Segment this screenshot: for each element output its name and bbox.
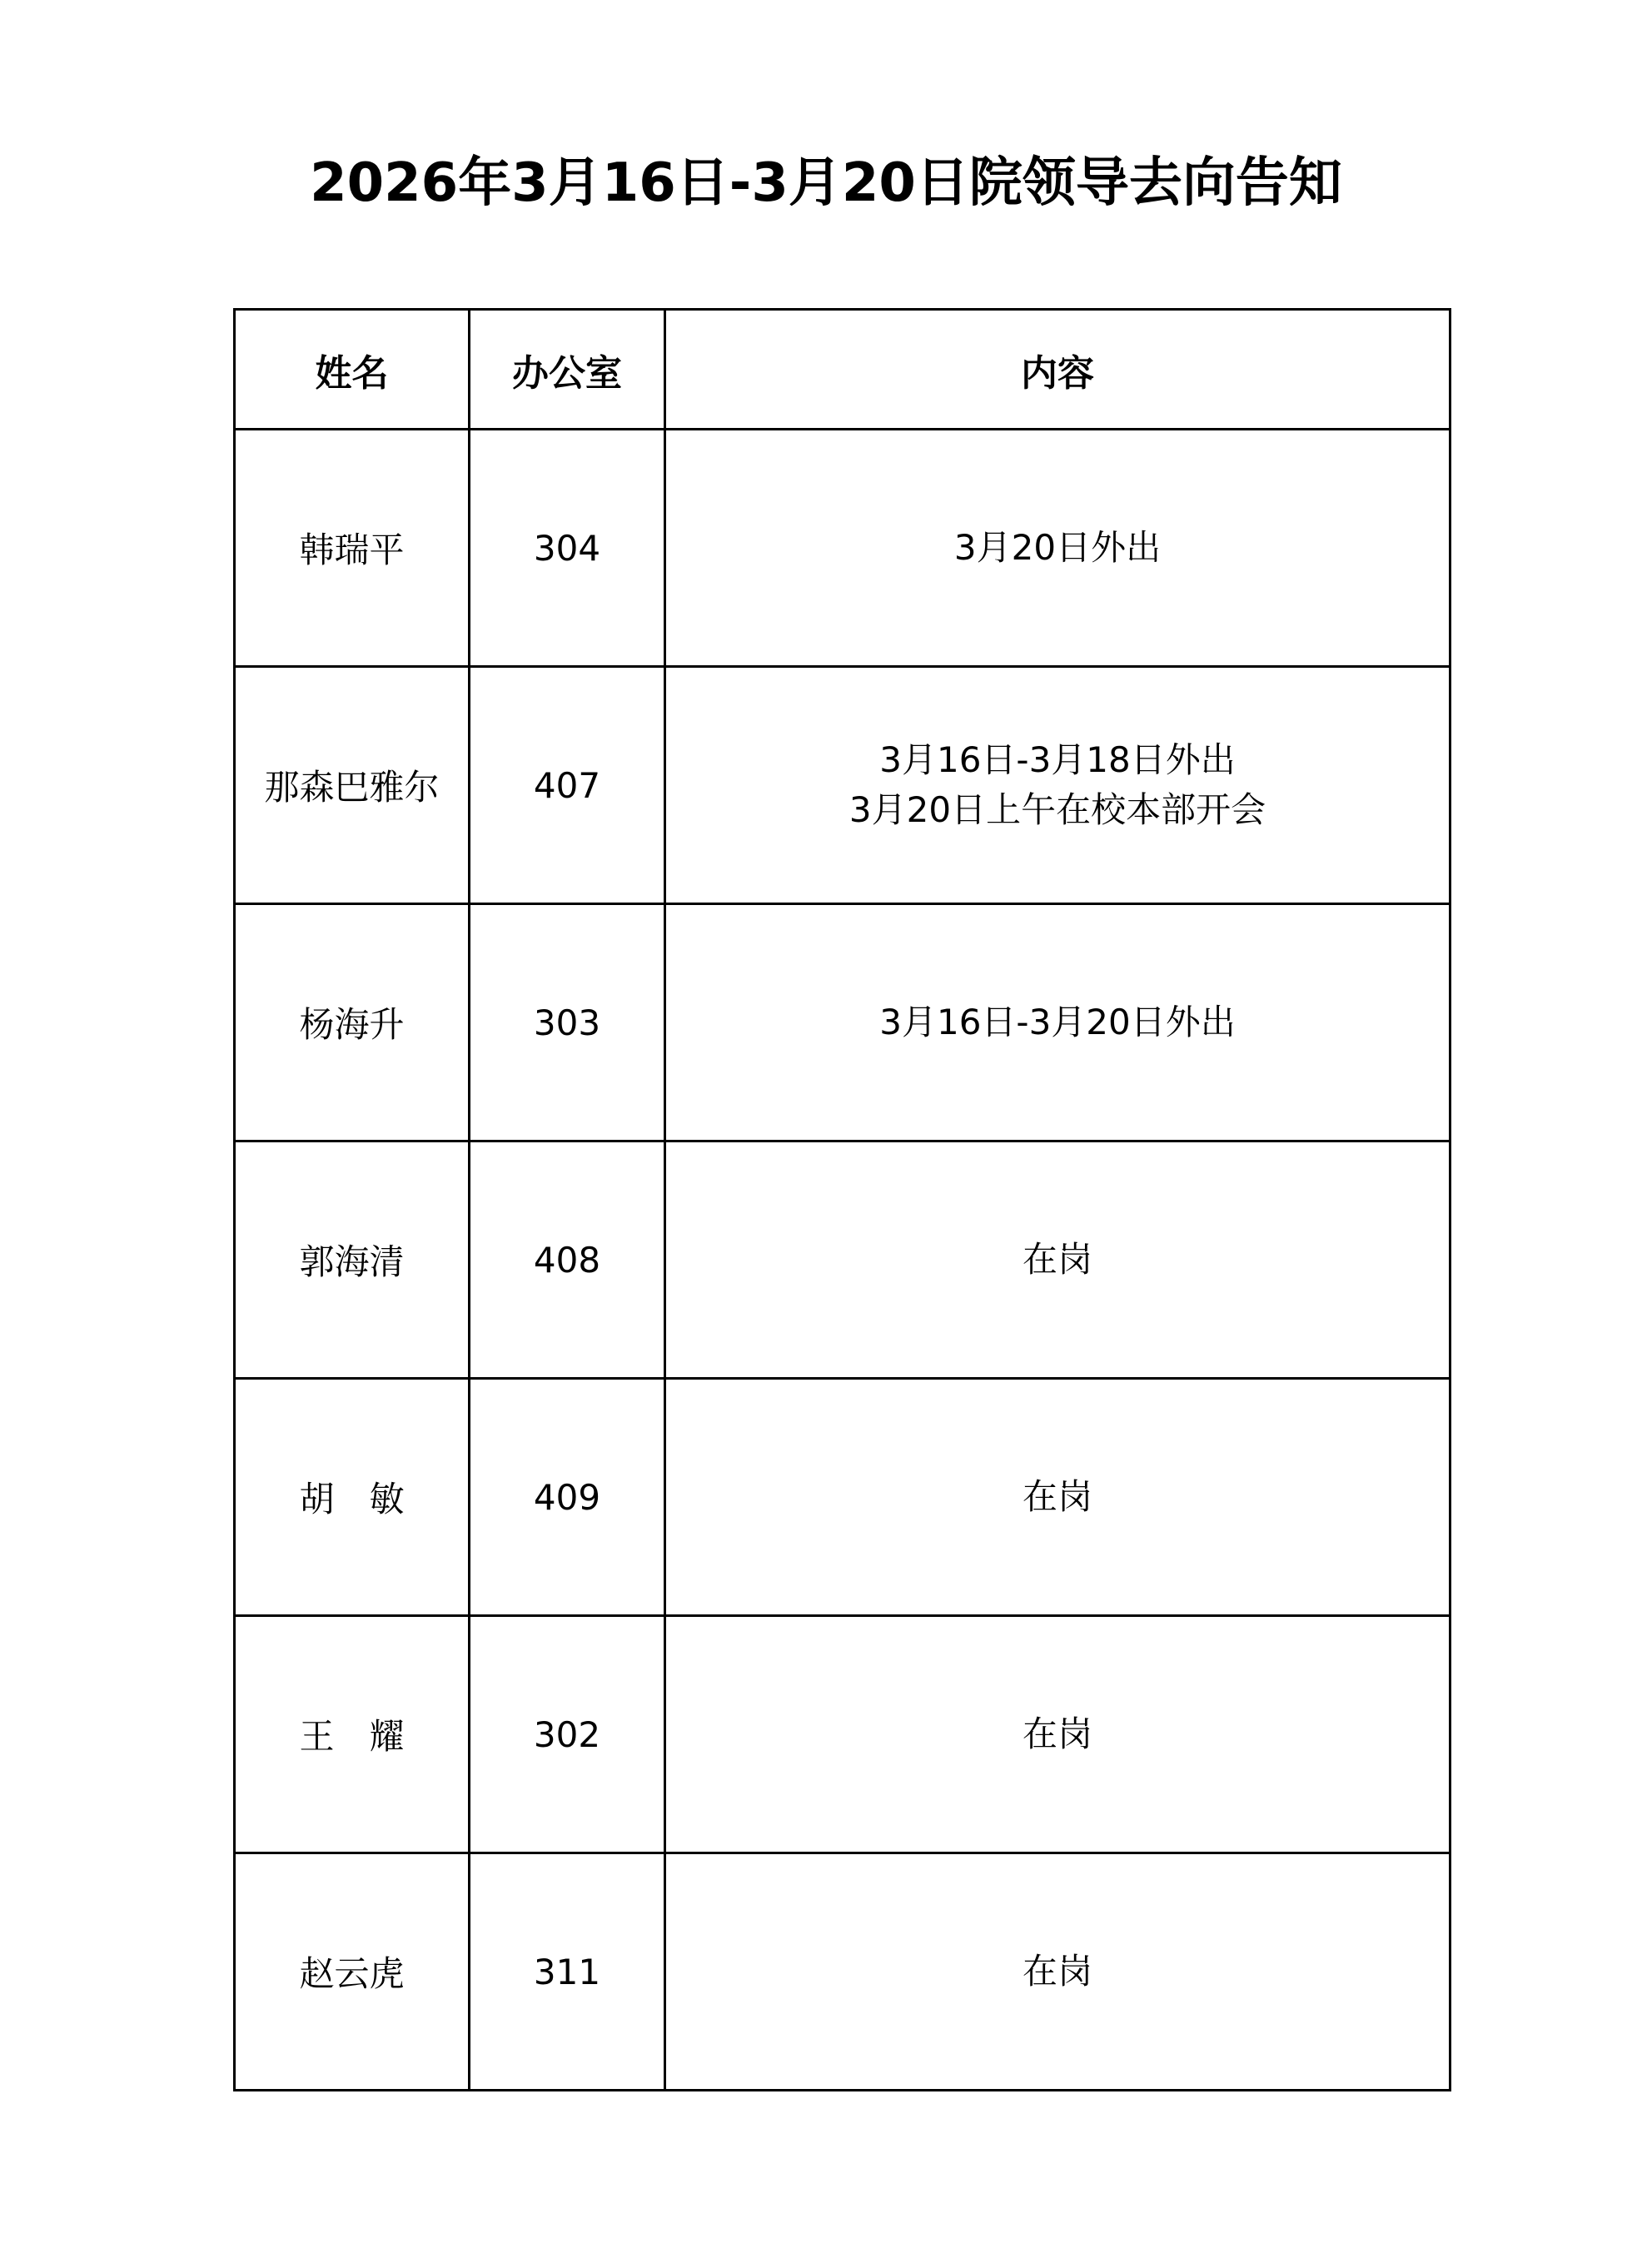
table-row — [235, 667, 1450, 904]
name-cell: 郭海清 — [235, 1141, 470, 1379]
name-cell: 韩瑞平 — [235, 430, 470, 667]
office-cell: 409 — [470, 1379, 665, 1616]
office-cell: 302 — [470, 1616, 665, 1853]
content-line: 3月16日-3月20日外出 — [879, 1002, 1236, 1042]
table-row — [235, 1853, 1450, 2091]
table-row — [235, 1616, 1450, 1853]
content-cell — [665, 1853, 1450, 2091]
content-line: 在岗 — [1022, 1476, 1092, 1517]
name-cell: 胡 敏 — [235, 1379, 470, 1616]
office-cell: 407 — [470, 667, 665, 904]
content-cell — [665, 904, 1450, 1141]
content-cell — [665, 430, 1450, 667]
name-cell: 赵云虎 — [235, 1853, 470, 2091]
content-line: 在岗 — [1022, 1713, 1092, 1754]
content-cell — [665, 1141, 1450, 1379]
name-cell: 那森巴雅尔 — [235, 667, 470, 904]
office-cell: 303 — [470, 904, 665, 1141]
content-cell — [665, 667, 1450, 904]
content-line: 在岗 — [1022, 1951, 1092, 1992]
content-cell — [665, 1616, 1450, 1853]
content-line: 3月16日-3月18日外出 — [879, 739, 1236, 780]
content-line: 3月20日上午在校本部开会 — [848, 789, 1266, 830]
office-cell: 304 — [470, 430, 665, 667]
header-name: 姓名 — [235, 310, 470, 430]
header-content: 内容 — [665, 310, 1450, 430]
header-office: 办公室 — [470, 310, 665, 430]
leader-whereabouts-table — [233, 308, 1451, 2091]
page-title: 2026年3月16日-3月20日院领导去向告知 — [310, 152, 1342, 214]
name-cell: 杨海升 — [235, 904, 470, 1141]
name-cell: 王 耀 — [235, 1616, 470, 1853]
content-line: 在岗 — [1022, 1239, 1092, 1280]
content-cell — [665, 1379, 1450, 1616]
office-cell: 311 — [470, 1853, 665, 2091]
table-row — [235, 1141, 1450, 1379]
content-line: 3月20日外出 — [953, 527, 1162, 568]
table-header-row — [235, 310, 1450, 430]
table-row — [235, 430, 1450, 667]
office-cell: 408 — [470, 1141, 665, 1379]
table-row — [235, 904, 1450, 1141]
table-row — [235, 1379, 1450, 1616]
